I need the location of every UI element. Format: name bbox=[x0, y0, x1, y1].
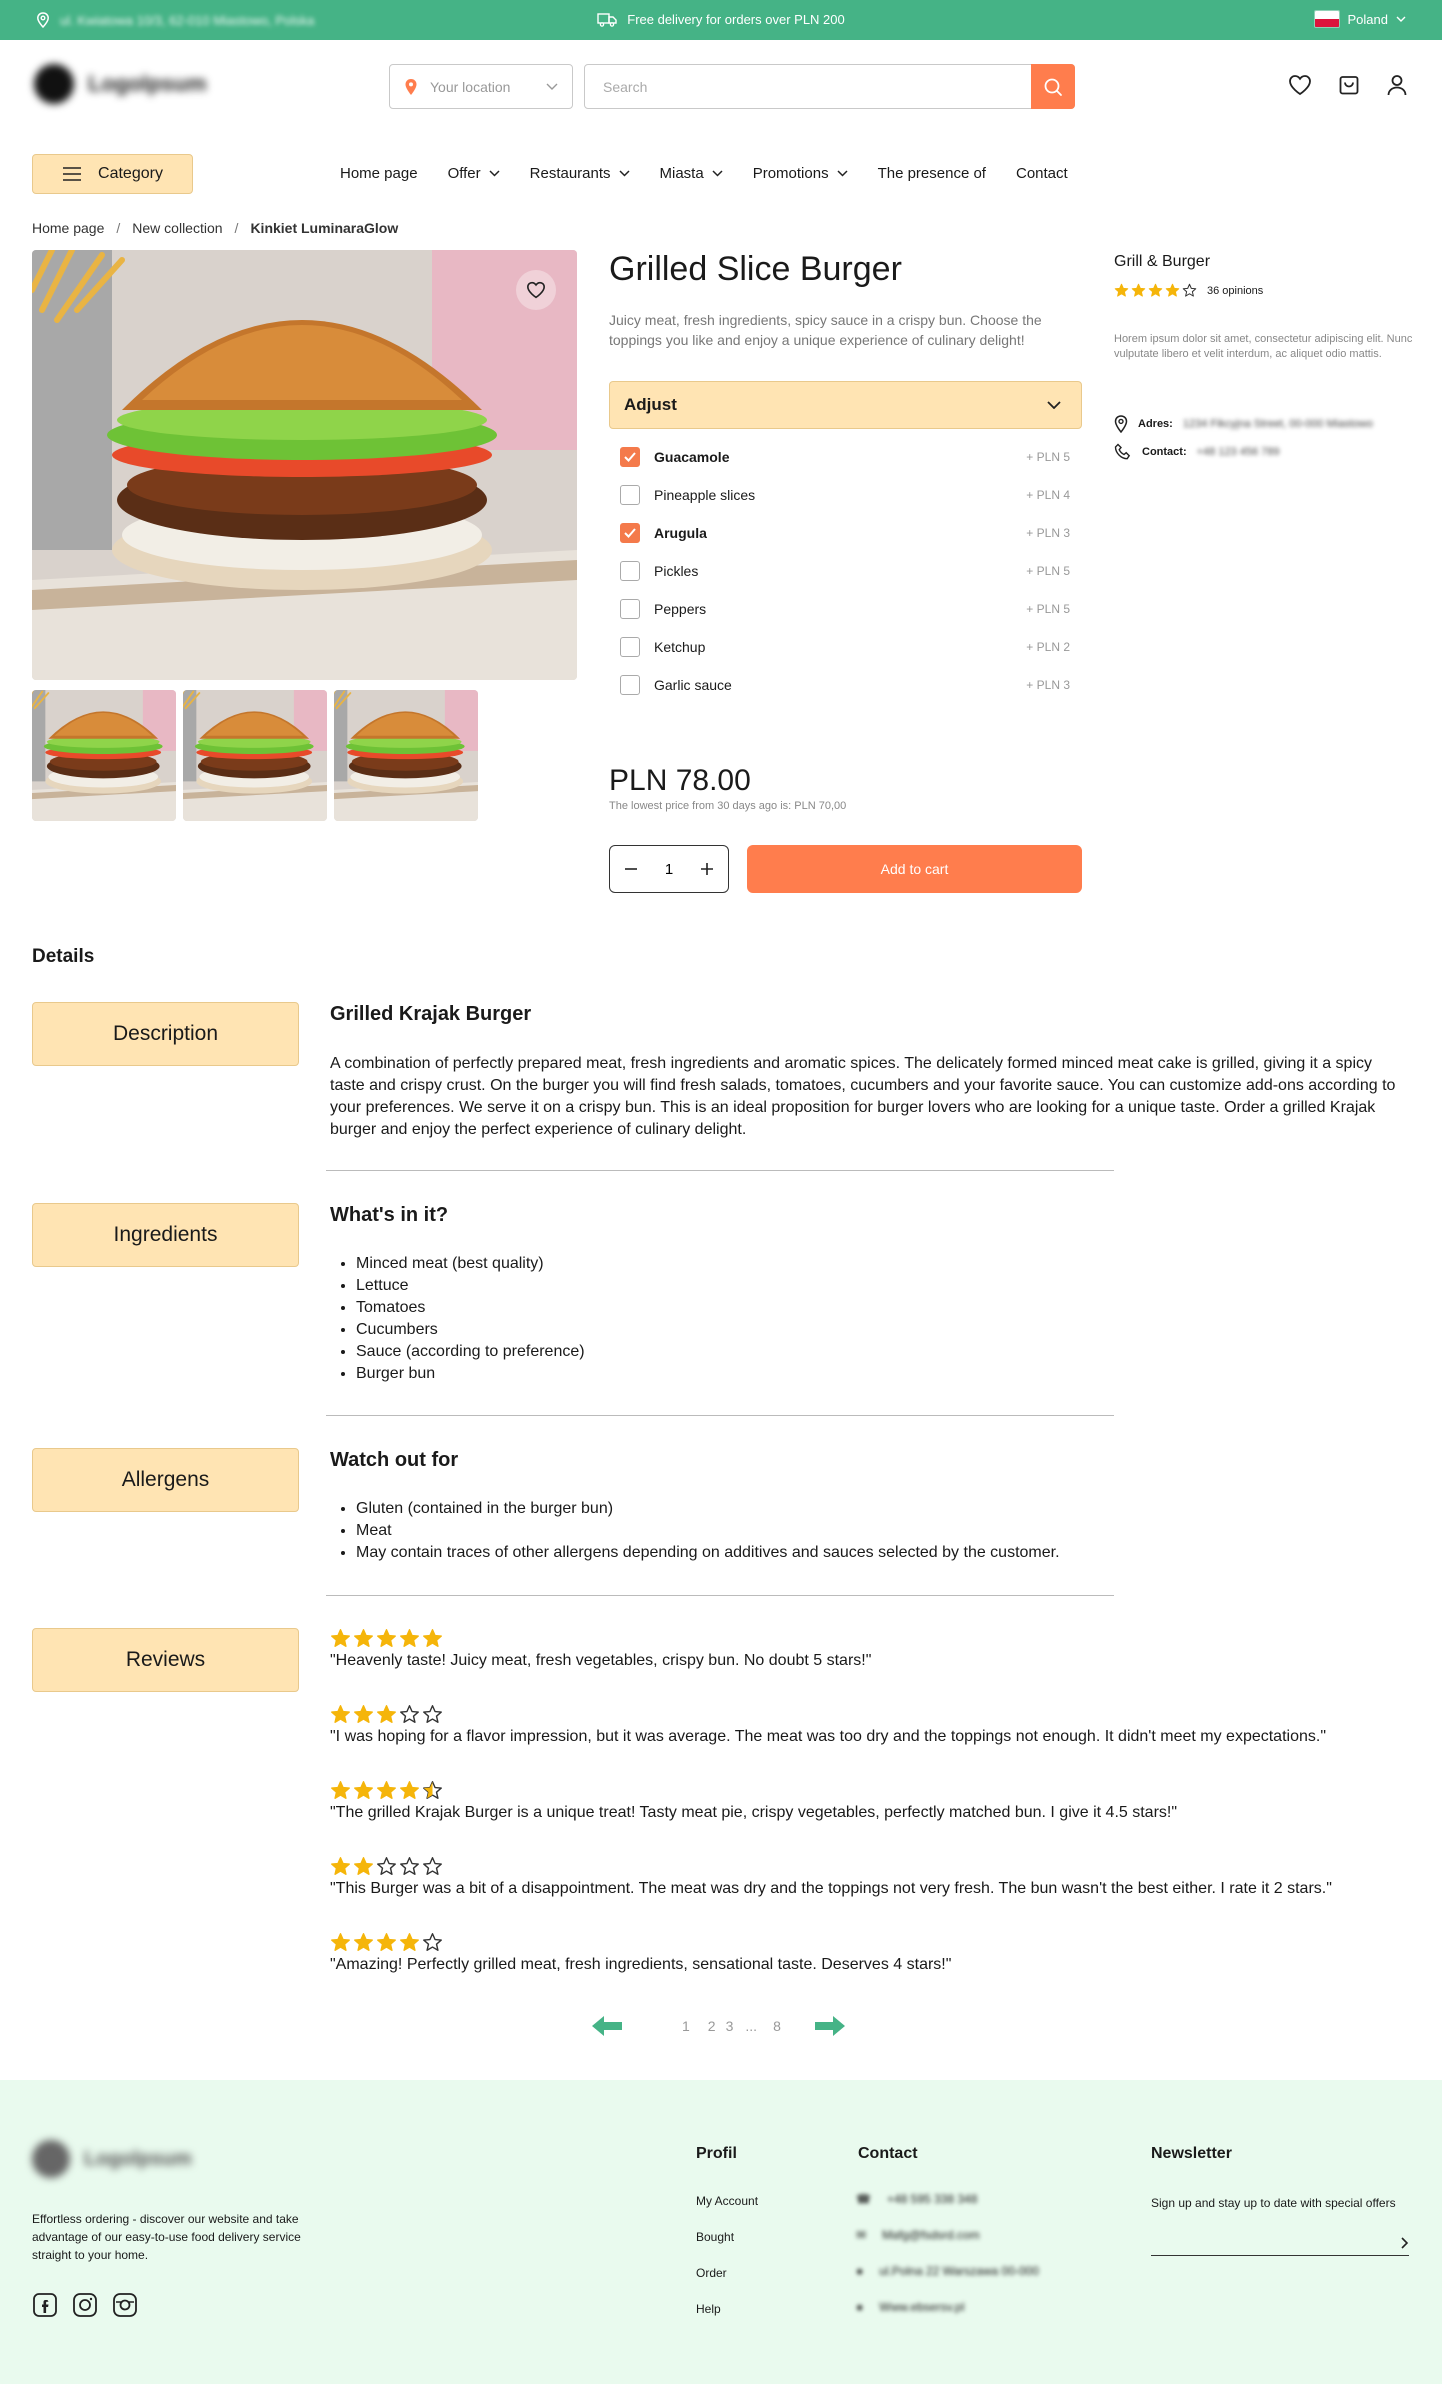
page-1[interactable]: 1 bbox=[682, 2018, 690, 2034]
nav-contact[interactable] bbox=[1016, 165, 1068, 182]
category-button[interactable] bbox=[32, 154, 193, 194]
list-item: • Cucumbers bbox=[356, 1319, 585, 1341]
logo-text: Logolpsum bbox=[84, 2147, 192, 2170]
map-pin-icon: ● bbox=[856, 2264, 864, 2278]
review-text: "The grilled Krajak Burger is a unique treat! Tasty meat pie, crispy vegetables, perfectly matched bun. I give it 4.5 stars!" bbox=[330, 1804, 1178, 1821]
footer-website[interactable] bbox=[856, 2300, 964, 2314]
logo-mark bbox=[32, 2140, 70, 2178]
details-title: Details bbox=[32, 946, 95, 967]
breadcrumb-current: Kinkiet LuminaraGlow bbox=[250, 220, 399, 236]
location-selector[interactable] bbox=[389, 64, 573, 109]
contact-value: ul.Polna 22 Warszawa 00-000 bbox=[879, 2264, 1039, 2278]
footer-profil-heading: Profil bbox=[696, 2145, 737, 2162]
review-text: "I was hoping for a flavor impression, but it was average. The meat was too dry and the toppings not enough. It didn't meet my expectations." bbox=[330, 1728, 1326, 1745]
footer-link-help[interactable]: Help bbox=[696, 2302, 721, 2316]
footer-phone[interactable] bbox=[856, 2192, 977, 2206]
footer-logo[interactable] bbox=[32, 2140, 192, 2178]
star-icon bbox=[1165, 283, 1180, 298]
footer-email[interactable] bbox=[856, 2228, 980, 2242]
page-3[interactable]: 3 bbox=[725, 2018, 734, 2034]
search-input[interactable] bbox=[585, 65, 1031, 108]
review-text: "Heavenly taste! Juicy meat, fresh vegetables, crispy bun. No doubt 5 stars!" bbox=[330, 1652, 872, 1669]
review-stars bbox=[330, 1932, 443, 1953]
star-icon bbox=[1148, 283, 1163, 298]
product-description: Juicy meat, fresh ingredients, spicy sauce in a crispy bun. Choose the toppings you like and enjoy a unique experience of culinary delight! bbox=[609, 312, 1042, 348]
star-icon bbox=[399, 1780, 420, 1801]
checkbox[interactable] bbox=[620, 447, 640, 467]
option-price: + PLN 2 bbox=[1026, 640, 1070, 654]
star-icon bbox=[1114, 283, 1129, 298]
option-row[interactable] bbox=[620, 445, 1070, 469]
checkbox[interactable] bbox=[620, 523, 640, 543]
nav-offer[interactable] bbox=[448, 165, 500, 182]
arrow-left-icon[interactable] bbox=[592, 2016, 622, 2036]
star-icon bbox=[353, 1932, 374, 1953]
star-icon bbox=[376, 1704, 397, 1725]
breadcrumb bbox=[32, 220, 398, 236]
nav-presence[interactable] bbox=[878, 165, 986, 182]
category-label: Category bbox=[98, 165, 163, 182]
option-row[interactable] bbox=[620, 483, 1070, 507]
nav-label: Home page bbox=[340, 165, 418, 182]
country-selector[interactable] bbox=[1314, 10, 1406, 28]
checkbox[interactable] bbox=[620, 599, 640, 619]
footer-link-order[interactable]: Order bbox=[696, 2266, 727, 2280]
instagram-icon[interactable] bbox=[72, 2292, 98, 2318]
header-actions bbox=[1288, 74, 1408, 96]
breadcrumb-separator: / bbox=[116, 220, 121, 236]
rating-stars bbox=[1114, 283, 1197, 298]
pagination bbox=[592, 2016, 845, 2036]
logo-text: Logolpsum bbox=[88, 71, 207, 96]
allergens-heading: Watch out for bbox=[330, 1449, 459, 1471]
bag-icon[interactable] bbox=[1338, 74, 1360, 96]
heart-icon bbox=[526, 281, 546, 299]
product-thumbnail[interactable] bbox=[32, 690, 176, 821]
menu-icon bbox=[62, 167, 82, 181]
map-pin-icon bbox=[1114, 415, 1128, 433]
list-item: • Minced meat (best quality) bbox=[356, 1253, 585, 1275]
star-icon bbox=[353, 1704, 374, 1725]
address-label: Adres: bbox=[1138, 418, 1173, 430]
star-icon bbox=[330, 1856, 351, 1877]
star-icon bbox=[353, 1628, 374, 1649]
opinions-count[interactable]: 36 opinions bbox=[1207, 284, 1264, 297]
star-icon bbox=[422, 1856, 443, 1877]
ingredients-list bbox=[356, 1253, 585, 1385]
review-text: "Amazing! Perfectly grilled meat, fresh ingredients, sensational taste. Deserves 4 stars!" bbox=[330, 1956, 952, 1973]
phone-icon: ☎ bbox=[856, 2192, 871, 2206]
restaurant-contact bbox=[1114, 443, 1280, 461]
option-name: Pickles bbox=[654, 563, 699, 579]
chevron-down-icon bbox=[1396, 16, 1406, 22]
review-stars bbox=[330, 1704, 443, 1725]
globe-icon: ● bbox=[856, 2300, 864, 2314]
description-heading: Grilled Krajak Burger bbox=[330, 1003, 532, 1025]
star-icon bbox=[422, 1628, 443, 1649]
checkbox[interactable] bbox=[620, 485, 640, 505]
location-placeholder: Your location bbox=[430, 78, 511, 95]
contact-value: +48 595 338 348 bbox=[886, 2192, 978, 2206]
contact-label: Contact: bbox=[1142, 446, 1187, 458]
newsletter-text: Sign up and stay up to date with special offers bbox=[1151, 2196, 1396, 2210]
mail-icon: ✉ bbox=[856, 2228, 867, 2242]
option-name: Garlic sauce bbox=[654, 677, 732, 693]
nav-label: Offer bbox=[447, 165, 481, 182]
nav-label: Contact bbox=[1015, 165, 1068, 182]
divider bbox=[326, 1170, 1114, 1171]
star-icon bbox=[330, 1932, 351, 1953]
option-row[interactable] bbox=[620, 635, 1070, 659]
star-icon bbox=[1131, 283, 1146, 298]
star-icon bbox=[376, 1856, 397, 1877]
restaurant-rating bbox=[1114, 283, 1263, 298]
star-icon bbox=[376, 1932, 397, 1953]
facebook-icon[interactable] bbox=[32, 2292, 58, 2318]
tab-ingredients[interactable]: Ingredients bbox=[32, 1203, 299, 1267]
page-ellipsis: ... bbox=[745, 2018, 758, 2034]
restaurant-about: Horem ipsum dolor sit amet, consectetur adipiscing elit. Nunc vulputate libero et velit interdum, ac aliquet odio mattis. bbox=[1114, 333, 1413, 360]
star-icon bbox=[353, 1780, 374, 1801]
search-icon bbox=[1043, 77, 1063, 97]
option-name: Peppers bbox=[654, 601, 707, 617]
breadcrumb-home[interactable]: Home page bbox=[32, 220, 105, 236]
option-name: Ketchup bbox=[654, 639, 706, 655]
nav-label: The presence of bbox=[877, 165, 986, 182]
chevron-down-icon bbox=[837, 170, 848, 177]
chevron-right-icon[interactable] bbox=[1401, 2237, 1409, 2249]
country-label: Poland bbox=[1347, 11, 1388, 27]
search-button[interactable] bbox=[1031, 64, 1075, 109]
option-row[interactable] bbox=[620, 559, 1070, 583]
footer-contact-heading: Contact bbox=[858, 2145, 918, 2162]
nav-home[interactable] bbox=[340, 165, 418, 182]
checkbox[interactable] bbox=[620, 675, 640, 695]
breadcrumb-separator: / bbox=[234, 220, 239, 236]
option-price: + PLN 5 bbox=[1026, 602, 1070, 616]
star-icon bbox=[1182, 283, 1197, 298]
add-to-cart-button[interactable]: Add to cart bbox=[747, 845, 1082, 893]
social-links bbox=[32, 2292, 138, 2318]
top-bar bbox=[0, 0, 1442, 40]
star-icon bbox=[376, 1628, 397, 1649]
review-stars bbox=[330, 1628, 443, 1649]
review-stars bbox=[330, 1780, 443, 1801]
option-name: Arugula bbox=[654, 525, 707, 541]
divider bbox=[326, 1595, 1114, 1596]
star-icon bbox=[376, 1780, 397, 1801]
footer-newsletter-heading: Newsletter bbox=[1151, 2145, 1232, 2162]
search-bar bbox=[584, 64, 1075, 109]
newsletter-input[interactable] bbox=[1151, 2230, 1409, 2256]
contact-value: Mafg@fsdsrd.com bbox=[882, 2228, 980, 2242]
restaurant-name[interactable]: Grill & Burger bbox=[1114, 253, 1211, 270]
option-price: + PLN 5 bbox=[1026, 564, 1070, 578]
star-icon bbox=[399, 1704, 420, 1725]
chevron-down-icon bbox=[1047, 401, 1061, 409]
delivery-banner bbox=[0, 12, 1442, 27]
star-icon bbox=[399, 1932, 420, 1953]
footer-address[interactable] bbox=[856, 2264, 1039, 2278]
address-value: 1234 Fikcyjna Street, 00-000 Miastowo bbox=[1182, 418, 1373, 430]
lowest-price-note: The lowest price from 30 days ago is: PLN 70,00 bbox=[609, 800, 847, 812]
truck-icon bbox=[597, 13, 617, 27]
chevron-down-icon bbox=[619, 170, 630, 177]
star-icon bbox=[330, 1628, 351, 1649]
star-icon bbox=[399, 1856, 420, 1877]
delivery-text: Free delivery for orders over PLN 200 bbox=[627, 12, 845, 27]
nav-promotions[interactable] bbox=[753, 165, 848, 182]
nav-label: Promotions bbox=[752, 165, 829, 182]
quantity-stepper bbox=[609, 845, 729, 893]
ingredients-heading: What's in it? bbox=[330, 1204, 449, 1226]
star-icon bbox=[330, 1704, 351, 1725]
star-icon bbox=[422, 1704, 443, 1725]
user-icon[interactable] bbox=[1386, 74, 1408, 96]
tab-description[interactable]: Description bbox=[32, 1002, 299, 1066]
contact-value: +48 123 456 789 bbox=[1196, 446, 1280, 458]
nav-restaurants[interactable] bbox=[530, 165, 630, 182]
product-main-image[interactable] bbox=[32, 250, 577, 680]
product-price: PLN 78.00 bbox=[609, 764, 751, 797]
list-item: • Burger bun bbox=[356, 1363, 585, 1385]
list-item: • Lettuce bbox=[356, 1275, 585, 1297]
review-stars bbox=[330, 1856, 443, 1877]
arrow-right-icon[interactable] bbox=[815, 2016, 845, 2036]
nav-label: Miasta bbox=[659, 165, 704, 182]
option-price: + PLN 5 bbox=[1026, 450, 1070, 464]
page-2[interactable]: 2 bbox=[707, 2018, 716, 2034]
option-row[interactable] bbox=[620, 521, 1070, 545]
star-icon bbox=[422, 1780, 443, 1801]
list-item: • May contain traces of other allergens depending on additives and sauces selected by the customer. bbox=[356, 1542, 1060, 1564]
adjust-dropdown[interactable] bbox=[609, 381, 1082, 429]
option-name: Pineapple slices bbox=[654, 487, 756, 503]
option-row[interactable] bbox=[620, 673, 1070, 697]
list-item: • Tomatoes bbox=[356, 1297, 585, 1319]
page-8[interactable]: 8 bbox=[773, 2018, 781, 2034]
description-text: A combination of perfectly prepared meat, fresh ingredients and aromatic spices. The delicately formed minced meat cake is grilled, giving it a spicy taste and crispy crust. On the burger you will find fresh salads, tomatoes, cucumbers and your favorite sauce. You can customize add-ons according to your preferences. We serve it on a crispy bun. This is an ideal proposition for burger lovers who are looking for a unique taste. Order a grilled Krajak burger and enjoy the perfect experience of culinary delight. bbox=[330, 1055, 1396, 1138]
chevron-down-icon bbox=[712, 170, 723, 177]
product-thumbnail[interactable] bbox=[334, 690, 478, 821]
logo-mark bbox=[34, 64, 74, 104]
divider bbox=[326, 1415, 1114, 1416]
quantity-input[interactable] bbox=[654, 861, 684, 878]
option-name: Guacamole bbox=[654, 449, 730, 465]
list-item: • Meat bbox=[356, 1520, 1060, 1542]
list-item: • Gluten (contained in the burger bun) bbox=[356, 1498, 1060, 1520]
minus-icon[interactable] bbox=[624, 862, 638, 876]
address-text: ul. Kwiatowa 10/3, 62-010 Miastowo, Polska bbox=[60, 12, 315, 28]
star-icon bbox=[399, 1628, 420, 1649]
nav-label: Restaurants bbox=[529, 165, 611, 182]
allergens-list bbox=[356, 1498, 1060, 1564]
plus-icon[interactable] bbox=[700, 862, 714, 876]
tab-reviews[interactable]: Reviews bbox=[32, 1628, 299, 1692]
checkbox[interactable] bbox=[620, 637, 640, 657]
checkbox[interactable] bbox=[620, 561, 640, 581]
option-row[interactable] bbox=[620, 597, 1070, 621]
star-icon bbox=[422, 1932, 443, 1953]
star-icon bbox=[353, 1856, 374, 1877]
chevron-down-icon bbox=[546, 83, 558, 90]
chevron-down-icon bbox=[489, 170, 500, 177]
breadcrumb-collection[interactable]: New collection bbox=[132, 220, 223, 236]
phone-icon bbox=[1114, 443, 1132, 461]
restaurant-address bbox=[1114, 415, 1373, 433]
heart-icon[interactable] bbox=[1288, 74, 1312, 96]
option-price: + PLN 4 bbox=[1026, 488, 1070, 502]
product-thumbnail[interactable] bbox=[183, 690, 327, 821]
nav-miasta[interactable] bbox=[660, 165, 723, 182]
footer-link-bought[interactable]: Bought bbox=[696, 2230, 735, 2244]
favorite-button[interactable] bbox=[516, 270, 556, 310]
contact-value: Www.ebsersv.pl bbox=[879, 2300, 965, 2314]
footer-tagline: Effortless ordering - discover our website and take advantage of our easy-to-use food delivery service straight to your home. bbox=[32, 2212, 301, 2262]
main-nav bbox=[340, 165, 1068, 182]
site-logo[interactable] bbox=[34, 64, 207, 104]
camera-icon[interactable] bbox=[112, 2292, 138, 2318]
flag-icon bbox=[1314, 10, 1340, 28]
list-item: • Sauce (according to preference) bbox=[356, 1341, 585, 1363]
star-icon bbox=[330, 1780, 351, 1801]
product-title: Grilled Slice Burger bbox=[609, 250, 902, 288]
footer-link-account[interactable]: My Account bbox=[696, 2194, 759, 2208]
review-text: "This Burger was a bit of a disappointment. The meat was dry and the toppings not very fresh. The bun wasn't the best either. I rate it 2 stars." bbox=[330, 1880, 1332, 1897]
adjust-label: Adjust bbox=[624, 395, 677, 414]
map-pin-icon bbox=[404, 78, 418, 96]
option-price: + PLN 3 bbox=[1026, 678, 1070, 692]
option-price: + PLN 3 bbox=[1026, 526, 1070, 540]
tab-allergens[interactable]: Allergens bbox=[32, 1448, 299, 1512]
